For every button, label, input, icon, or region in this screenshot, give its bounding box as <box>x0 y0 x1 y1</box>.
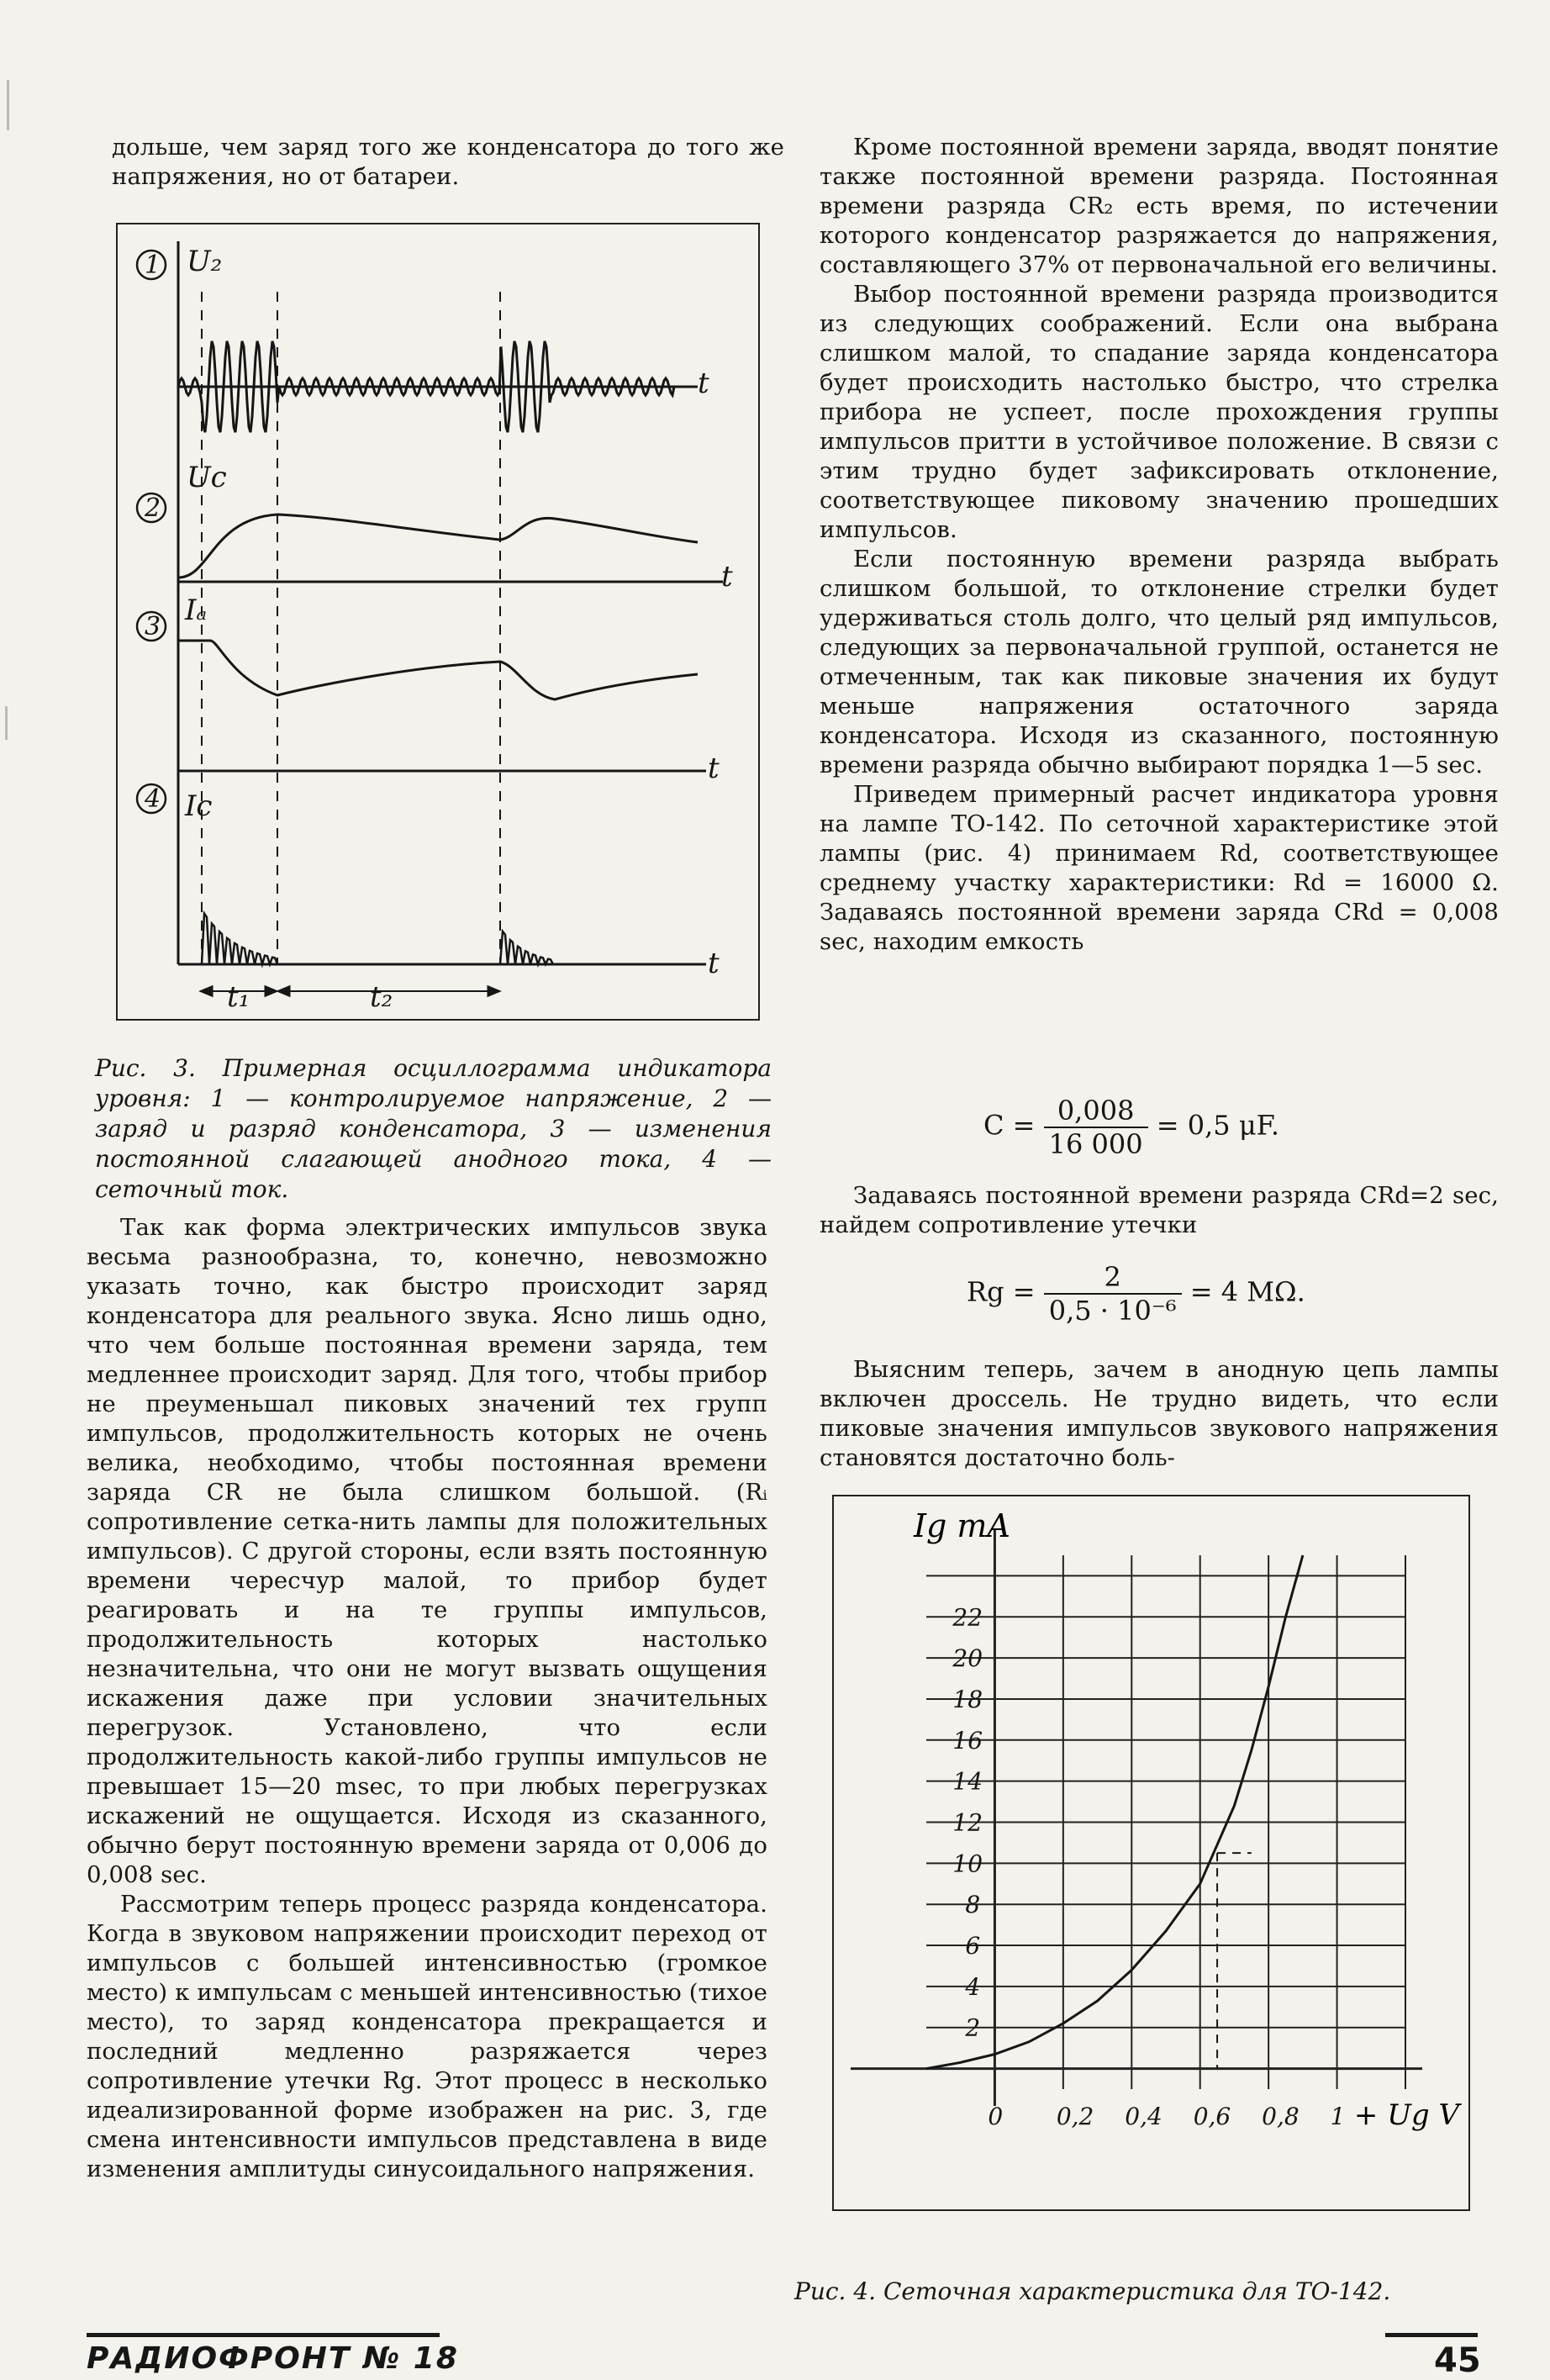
numerator: 2 <box>1044 1261 1182 1295</box>
figure-3-oscillogram <box>118 224 757 1019</box>
x-tick-label: 0,8 <box>1262 2103 1300 2130</box>
label-ia: Iₐ <box>185 594 208 627</box>
grid-current-curve <box>178 914 706 964</box>
denominator: 0,5 · 10⁻⁶ <box>1048 1295 1177 1327</box>
y-tick-label: 6 <box>965 1932 981 1960</box>
y-tick-label: 10 <box>952 1850 983 1878</box>
anode-current-curve <box>178 641 698 699</box>
t-label-1: t <box>698 367 709 400</box>
t-label-2: t <box>721 560 733 594</box>
y-axis-label: Ig mA <box>914 1507 1010 1544</box>
numerator: 0,008 <box>1044 1095 1148 1128</box>
formula-lhs: C = <box>983 1109 1036 1142</box>
footer-rule-right <box>1385 2333 1478 2337</box>
y-tick-label: 18 <box>952 1685 983 1713</box>
label-uc: Uc <box>187 461 227 494</box>
formula-resistance <box>967 1261 1305 1327</box>
y-tick-label: 4 <box>965 1972 981 2001</box>
fraction <box>1044 1095 1148 1160</box>
formula-lhs: Rg = <box>967 1275 1036 1308</box>
x-tick-label: 0,6 <box>1193 2103 1231 2130</box>
y-tick-label: 20 <box>952 1644 983 1673</box>
figure-4-caption: Рис. 4. Сеточная характеристика для ТО-142. <box>794 2277 1391 2305</box>
panel-number-3: 3 <box>145 612 161 641</box>
paragraph: дольше, чем заряд того же конденсатора до того же напряжения, но от батареи. <box>112 134 784 190</box>
x-tick-label: 1 <box>1330 2103 1346 2130</box>
denominator: 16 000 <box>1048 1128 1143 1160</box>
paragraph: Выбор постоянной времени разряда производится из следующих соображений. Если она выбрана слишком малой, то спадание заряда конденсатора будет происходить настолько быстро, что стрелка прибора не успеет, после прохождения группы импульсов притти в устойчивое положение. В связи с этим трудно будет зафиксировать отклонение, соответствующее пиковому значению прошедших импульсов. <box>820 281 1499 543</box>
paragraph: Приведем примерный расчет индикатора уровня на лампе ТО-142. По сеточной характеристике этой лампы (рис. 4) принимаем Rd, соответствующее среднему участку характеристики: Rd = 16000 Ω. Задаваясь постоянной времени заряда CRd = 0,008 sec, находим емкость <box>820 781 1499 955</box>
label-u2: U₂ <box>187 245 223 278</box>
x-tick-label: 0,4 <box>1125 2103 1162 2130</box>
y-tick-label: 16 <box>952 1726 983 1755</box>
panel-number-1: 1 <box>145 251 161 280</box>
series-ig-line <box>926 1555 1303 2069</box>
figure-3-caption: Рис. 3. Примерная осциллограмма индикатора уровня: 1 — контролируемое напряжение, 2 — заряд и разряд конденсатора, 3 — изменения постоянной слагающей анодного тока, 4 — сеточный ток. <box>95 1054 772 1203</box>
scan-mark <box>5 706 8 740</box>
paragraph: Так как форма электрических импульсов звука весьма разнообразна, то, конечно, невозможно указать точно, как быстро происходит заряд конденсатора для реального звука. Ясно лишь одно, что чем больше постоянная времени заряда, тем медленнее происходит заряд. Для того, чтобы прибор не преуменьшал пиковых значений тех групп импульсов, продолжительность которых не очень велика, необходимо, чтобы постоянная времени заряда CR не была слишком большой. (Rᵢ сопротивление сетка-нить лампы для положительных импульсов). С другой стороны, если взять постоянную времени чересчур малой, то прибор будет реагировать и на те группы импульсов, продолжительность которых настолько незначительна, что они не могут вызвать ощущения искажения даже при условии значительных перегрузок. Установлено, что если продолжительность какой-либо группы импульсов не превышает 15—20 msec, то при любых перегрузках искажений не ощущается. Исходя из сказанного, обычно берут постоянную времени заряда от 0,006 до 0,008 sec. <box>87 1214 767 1888</box>
y-tick-label: 12 <box>952 1808 983 1837</box>
x-axis-label: + Ug V <box>1353 2098 1460 2132</box>
label-ic: Ic <box>185 789 213 823</box>
page-number: 45 <box>1434 2341 1481 2380</box>
journal-name: РАДИОФРОНТ № 18 <box>87 2341 459 2376</box>
formula-rhs: = 0,5 μF. <box>1156 1109 1280 1142</box>
capacitor-charge-curve <box>178 515 698 578</box>
y-tick-label: 2 <box>965 2013 981 2042</box>
left-top-text <box>112 133 784 192</box>
y-tick-label: 22 <box>952 1603 983 1632</box>
panel-number-4: 4 <box>145 784 161 814</box>
left-bottom-text <box>87 1213 767 2184</box>
paragraph: Рассмотрим теперь процесс разряда конденсатора. Когда в звуковом напряжении происходит переход от импульсов с большей интенсивностью (громкое место) к импульсам с меньшей интенсивностью (тихое место), то заряд конденсатора прекращается и последний медленно разряжается через сопротивление утечки Rg. Этот процесс в несколько идеализированной форме изображен на рис. 3, где смена интенсивности импульсов представлена в виде изменения амплитуды синусоидального напряжения. <box>87 1891 767 2182</box>
figure-4-chart <box>834 1496 1466 2208</box>
y-tick-label: 14 <box>952 1767 983 1796</box>
right-text <box>820 133 1499 957</box>
right-end-text <box>820 1355 1499 1473</box>
label-t2: t₂ <box>370 980 393 1014</box>
label-t1: t₁ <box>227 980 250 1014</box>
y-tick-label: 8 <box>965 1891 981 1919</box>
right-mid-text <box>820 1181 1499 1240</box>
formula-rhs: = 4 MΩ. <box>1189 1275 1305 1308</box>
t-label-3: t <box>708 752 720 785</box>
x-tick-label: 0 <box>988 2103 1004 2130</box>
t-label-4: t <box>708 947 720 980</box>
x-tick-label: 0,2 <box>1056 2103 1094 2130</box>
paragraph: Кроме постоянной времени заряда, вводят понятие также постоянной времени разряда. Постоянная времени разряда CR₂ есть время, по истечении которого конденсатор разряжается до напряжения, составляющего 37% от первоначальной его величины. <box>820 134 1499 278</box>
panel-number-2: 2 <box>145 493 161 523</box>
paragraph: Выясним теперь, зачем в анодную цепь лампы включен дроссель. Не трудно видеть, что если пиковые значения импульсов звукового напряжения становятся достаточно боль- <box>820 1356 1499 1471</box>
footer-rule-left <box>87 2333 440 2337</box>
formula-capacitance <box>983 1095 1279 1160</box>
paragraph: Если постоянную времени разряда выбрать слишком большой, то отклонение стрелки будет удерживаться столь долго, что целый ряд импульсов, следующих за первоначальной группой, останется не отмеченным, так как пиковые значения их будут меньше напряжения остаточного заряда конденсатора. Исходя из сказанного, постоянную времени разряда обычно выбирают порядка 1—5 sec. <box>820 546 1499 778</box>
scan-mark <box>7 80 9 130</box>
paragraph: Задаваясь постоянной времени разряда CRd=2 sec, найдем сопротивление утечки <box>820 1182 1499 1238</box>
fraction <box>1044 1261 1182 1327</box>
